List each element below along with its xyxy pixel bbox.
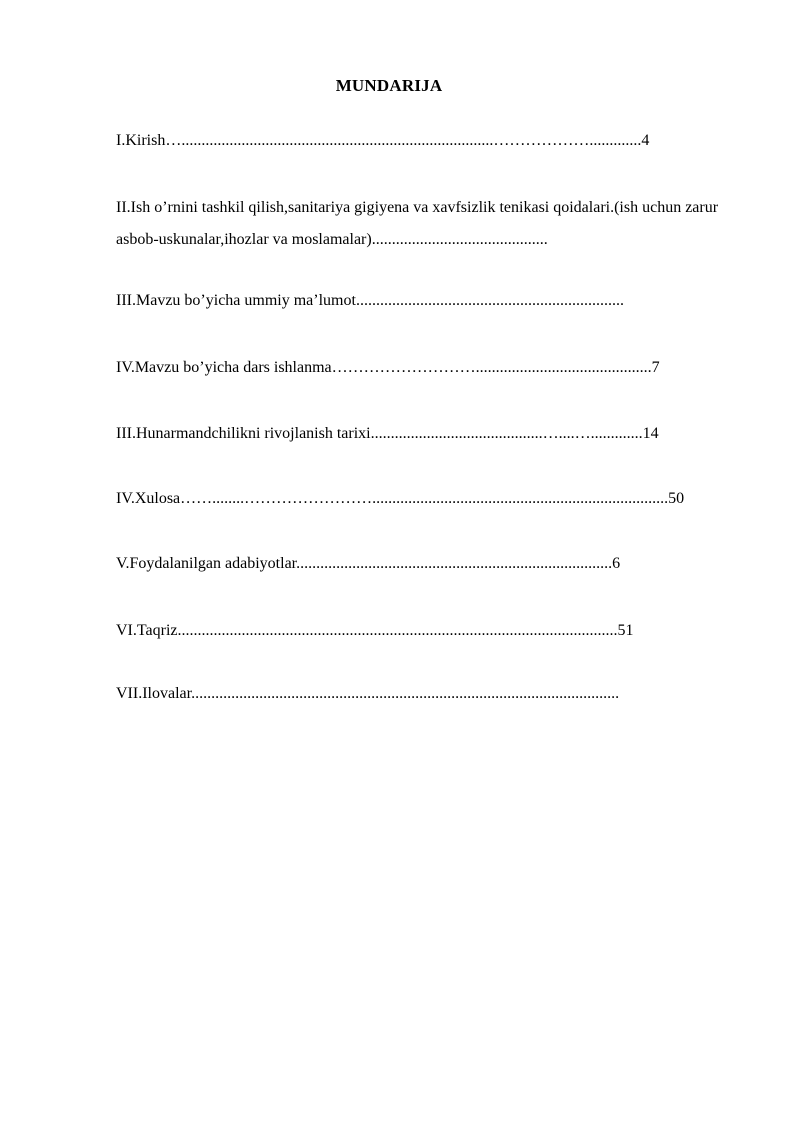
toc-entry-dars-ishlanma: IV.Mavzu bo’yicha dars ishlanma………………………............................................7 (116, 359, 660, 376)
toc-entry-ish-orni: II.Ish o’rnini tashkil qilish,sanitariya gigiyena va xavfsizlik tenikasi qoidalari.(ish uchun zarur asbob-uskunalar,ihozlar va moslamalar)............................................ (116, 199, 719, 248)
toc-entry-hunarmandchilik-tarixi: III.Hunarmandchilikni rivojlanish tarixi...........................................…....….............14 (116, 425, 659, 442)
toc-entry-xulosa: IV.Xulosa……........……………………..........................................................................50 (116, 490, 685, 507)
toc-entry-ilovalar: VII.Ilovalar........................................................................................................... (116, 685, 620, 702)
page-title: MUNDARIJA (335, 76, 443, 95)
toc-entry-kirish: I.Kirish…..............................................................................……………….............4 (116, 132, 650, 149)
toc-entry-taqriz: VI.Taqriz..............................................................................................................51 (116, 622, 634, 639)
toc-entry-adabiyotlar: V.Foydalanilgan adabiyotlar...............................................................................6 (116, 555, 621, 572)
toc-entry-mavzu-malumot: III.Mavzu bo’yicha ummiy ma’lumot................................................................... (116, 292, 624, 309)
